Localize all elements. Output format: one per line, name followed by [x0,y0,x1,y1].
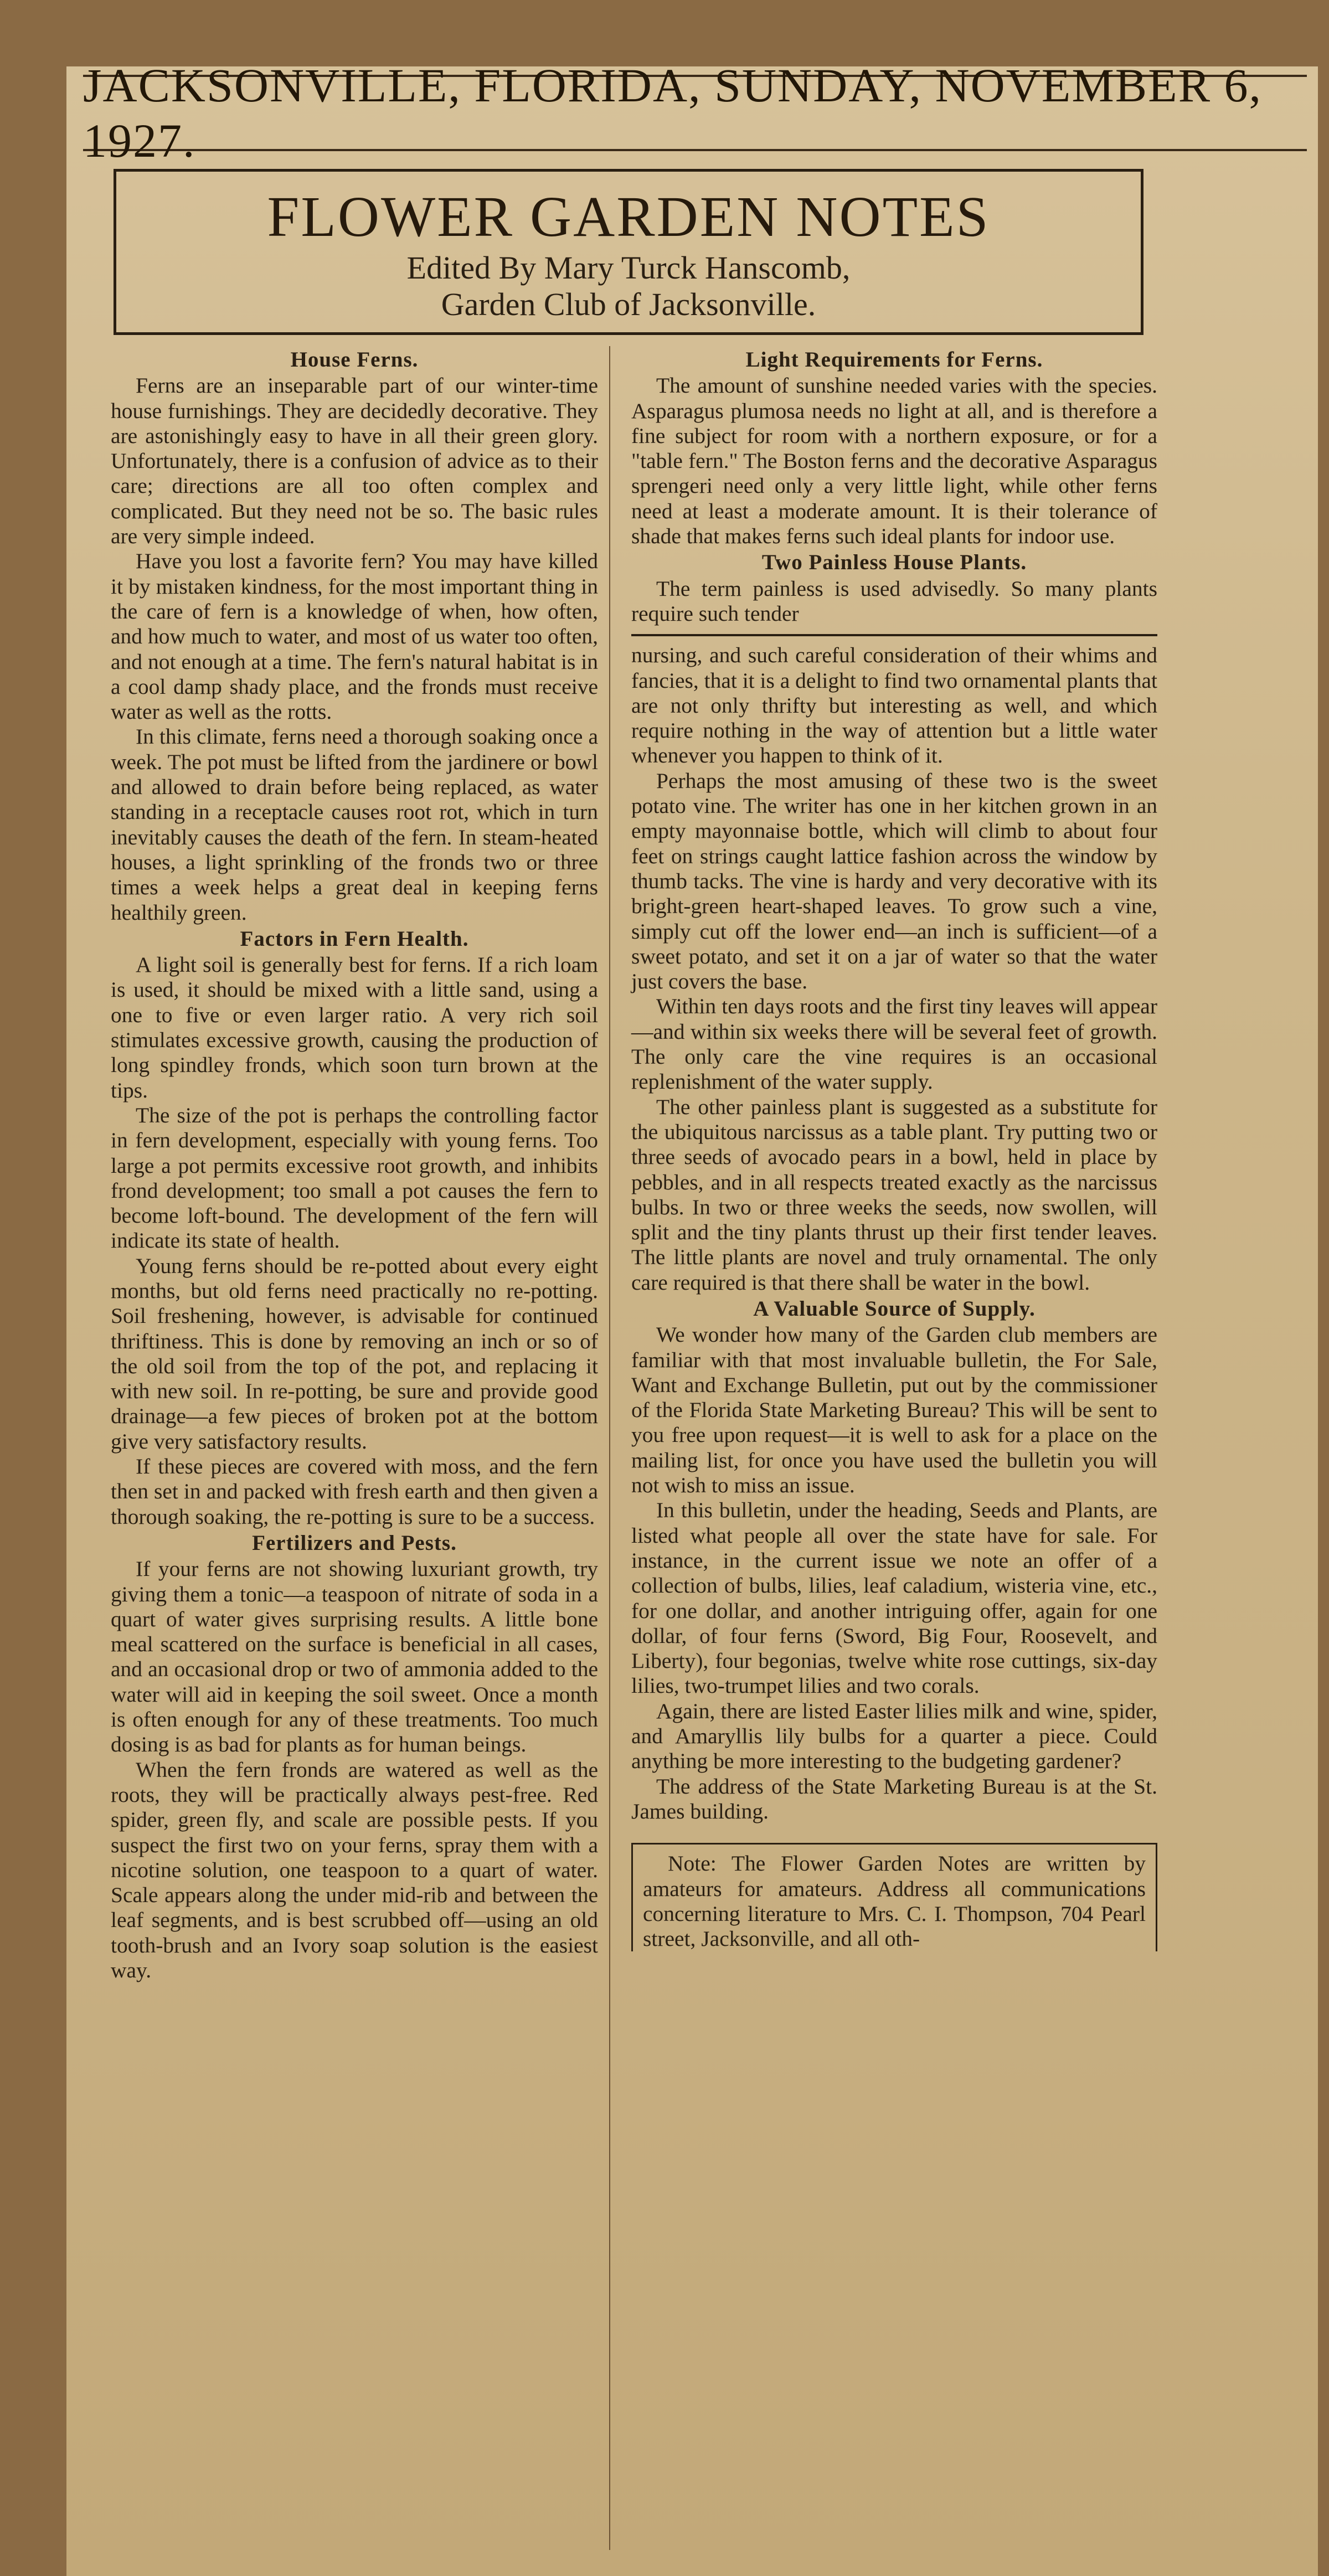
section-heading-painless: Two Painless House Plants. [761,550,1027,575]
paragraph: The amount of sunshine needed varies with the species. Asparagus plumosa needs no light at all, and is therefore a fine subject for room with a northern exposure, or for a "table fern." The Boston ferns and the decorative Asparagus sprengeri need only a very little light, while other ferns need at least a moderate amount. It is their tolerance of shade that makes ferns such ideal plants for indoor use. [631,373,1157,549]
paragraph: The other painless plant is suggested as a substitute for the ubiquitous narcissus as a table plant. Try putting two or three seeds of avocado pears in a bowl, held in place by pebbles, and in all respects treated exactly as the narcissus bulbs. In two or three weeks the seeds, now swollen, will split and the tiny plants thrust up their first tender leaves. The little plants are novel and truly ornamental. The only care required is that there shall be water in the bowl. [631,1094,1157,1295]
right-column [631,346,1157,1951]
section-heading-house-ferns: House Ferns. [290,348,419,372]
paragraph: Have you lost a favorite fern? You may have killed it by mistaken kindness, for the most important thing in the care of fern is a knowledge of when, how often, and how much to water, and most of us water too often, and not enough at a time. The fern's natural habitat is in a cool damp shady place, and the fronds must receive water as well as the rotts. [111,549,598,724]
section-heading-factors: Factors in Fern Health. [240,926,469,951]
dateline: JACKSONVILLE, FLORIDA, SUNDAY, NOVEMBER 6, 1927. [83,75,1307,151]
paragraph: The term painless is used advisedly. So many plants require such tender [631,576,1157,626]
column-title: FLOWER GARDEN NOTES [267,185,990,249]
paragraph: When the fern fronds are watered as well as the roots, they will be practically always pest-free. Red spider, green fly, and scale are possible pests. If you suspect the first two on your ferns, spray them with a nicotine solution, one teaspoon to a quart of water. Scale appears along the under mid-rib and between the leaf segments, and is best scrubbed off—using an old tooth-brush and an Ivory soap solution is the easiest way. [111,1757,598,1982]
editor-byline: Edited By Mary Turck Hanscomb, [406,250,851,286]
clipping-join-rule [631,634,1157,636]
left-column [111,346,598,1983]
paragraph: We wonder how many of the Garden club members are familiar with that most invaluable bulletin, the For Sale, Want and Exchange Bulletin, put out by the commissioner of the Florida State Marketing Bureau? This will be sent to you free upon request—it is well to ask for a place on the mailing list, for once you have used the bulletin you will not wish to miss an issue. [631,1322,1157,1498]
paragraph: A light soil is generally best for ferns. If a rich loam is used, it should be mixed with a little sand, using a one to five or even larger ratio. A very rich soil stimulates excessive growth, causing the production of long spindley fronds, which soon turn brown at the tips. [111,952,598,1102]
paragraph: Young ferns should be re-potted about every eight months, but old ferns need practically no re-potting. Soil freshening, however, is advisable for continued thriftiness. This is done by removing an inch or so of the old soil from the top of the pot, and replacing it with new soil. In re-potting, be sure and provide good drainage—a few pieces of broken pot at the bottom give very satisfactory results. [111,1253,598,1454]
paragraph: If these pieces are covered with moss, and the fern then set in and packed with fresh earth and then given a thorough soaking, the re-potting is sure to be a success. [111,1454,598,1529]
section-heading-supply: A Valuable Source of Supply. [753,1296,1036,1321]
column-divider [609,346,610,2550]
paragraph: Again, there are listed Easter lilies milk and wine, spider, and Amaryllis lily bulbs for a quarter a piece. Could anything be more interesting to the budgeting gardener? [631,1698,1157,1774]
paragraph: In this climate, ferns need a thorough soaking once a week. The pot must be lifted from the jardinere or bowl and allowed to drain before being replaced, as water standing in a receptacle causes root rot, which in turn inevitably causes the death of the fern. In steam-heated houses, a light sprinkling of the fronds two or three times a week helps a great deal in keeping ferns healthily green. [111,724,598,925]
paragraph: In this bulletin, under the heading, Seeds and Plants, are listed what people all over the state have for sale. For instance, in the current issue we note an offer of a collection of bulbs, lilies, leaf caladium, wisteria vine, etc., for one dollar, and another intriguing offer, again for one dollar, of four ferns (Sword, Big Four, Roosevelt, and Liberty), four begonias, twelve white rose cuttings, six-day lilies, two-trumpet lilies and two corals. [631,1498,1157,1698]
paragraph: If your ferns are not showing luxuriant growth, try giving them a tonic—a teaspoon of nitrate of soda in a quart of water gives surprising results. A little bone meal scattered on the surface is beneficial in all cases, and an occasional drop or two of ammonia added to the water will aid in keeping the soil sweet. Once a month is often enough for any of these treatments. Too much dosing is as bad for plants as for human beings. [111,1557,598,1757]
note-text: Note: The Flower Garden Notes are written by amateurs for amateurs. Address all communications concerning literature to Mrs. C. I. Thompson, 704 Pearl street, Jacksonville, and all oth- [643,1851,1146,1951]
paragraph: Ferns are an inseparable part of our winter-time house furnishings. They are decidedly decorative. They are astonishingly easy to have in all their green glory. Unfortunately, there is a confusion of advice as to their care; directions are all too often complex and complicated. But they need not be so. The basic rules are very simple indeed. [111,373,598,549]
paragraph: The address of the State Marketing Bureau is at the St. James building. [631,1774,1157,1823]
section-heading-fertilizers: Fertilizers and Pests. [252,1531,457,1555]
section-heading-light: Light Requirements for Ferns. [745,348,1043,372]
paragraph: The size of the pot is perhaps the controlling factor in fern development, especially with young ferns. Too large a pot permits excessive root growth, and inhibits frond development; too small a pot causes the fern to become loft-bound. The development of the fern will indicate its state of health. [111,1102,598,1253]
paragraph: nursing, and such careful consideration of their whims and fancies, that it is a delight to find two ornamental plants that are not only thrifty but interesting as well, and which require nothing in the way of attention but a little water whenever you happen to think of it. [631,643,1157,768]
paragraph: Perhaps the most amusing of these two is the sweet potato vine. The writer has one in her kitchen grown in an empty mayonnaise bottle, which will climb to about four feet on strings caught lattice fashion across the window by thumb tacks. The vine is hardy and very decorative with its bright-green heart-shaped leaves. To grow such a vine, simply cut off the lower end—an inch is sufficient—of a sweet potato, and set it on a jar of water so that the water just covers the base. [631,768,1157,994]
club-name: Garden Club of Jacksonville. [441,286,816,322]
column-masthead [114,169,1143,335]
note-box [631,1843,1157,1951]
paragraph: Within ten days roots and the first tiny leaves will appear—and within six weeks there will be several feet of growth. The only care the vine requires is an occasional replenishment of the water supply. [631,994,1157,1094]
